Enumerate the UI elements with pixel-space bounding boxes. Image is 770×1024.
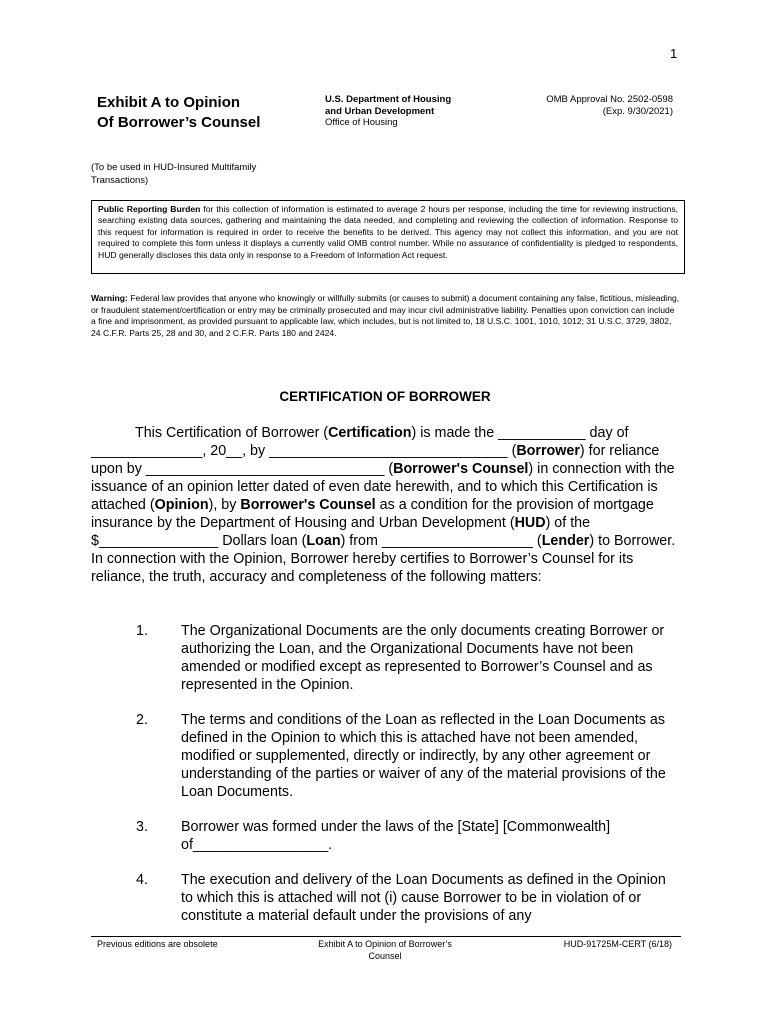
exhibit-title bbox=[97, 93, 297, 133]
footer-obsolete-note: Previous editions are obsolete bbox=[97, 939, 218, 949]
list-item-text: Borrower was formed under the laws of the [State] [Commonwealth] of_________________. bbox=[181, 819, 611, 853]
para-text: ) is made the ___________ day of ______________, 20__, by ______________________________ ( bbox=[91, 425, 629, 459]
list-item-text: The terms and conditions of the Loan as reflected in the Loan Documents as defined in the Opinion to which this is attached have not been amended, modified or supplemented, directly or indirectly, by any other agreement or understanding of the parties or waiver of any of the material provisions of the Loan Documents. bbox=[181, 712, 666, 800]
footer-form-title-line-2: Counsel bbox=[368, 950, 402, 961]
defined-term-lender: Lender bbox=[541, 533, 590, 549]
para-text: ) to Borrower. In connection with the Opinion, Borrower hereby certifies to Borrower’s Counsel for its reliance, the truth, accuracy and completeness of the following matters: bbox=[91, 533, 676, 585]
usage-note: (To be used in HUD-Insured Multifamily Transactions) bbox=[91, 162, 257, 186]
list-item-text: The execution and delivery of the Loan Documents as defined in the Opinion to which this is attached will not (i) cause Borrower to be in violation of or constitute a material default under the provisions of any bbox=[181, 872, 666, 924]
borrowers-counsel-term: Borrower's Counsel bbox=[240, 497, 376, 513]
para-text: ) for reliance upon by ______________________________ ( bbox=[91, 443, 660, 477]
defined-term-certification: Certification bbox=[328, 425, 412, 441]
para-text: ) of the $_______________ Dollars loan ( bbox=[91, 515, 591, 549]
footer-form-number: HUD-91725M-CERT (6/18) bbox=[563, 939, 672, 949]
warning-notice bbox=[91, 293, 681, 339]
omb-expiration: (Exp. 9/30/2021) bbox=[602, 105, 673, 117]
burden-text: for this collection of information is estimated to average 2 hours per response, including the time for reviewing instructions, searching existing data sources, gathering and maintaining the data needed, and completing and reviewing the collection of information. Response to this request for information is required in order to receive the benefits to be derived. This agency may not collect this information, and you are not required to complete this form unless it displays a currently valid OMB control number. While no assurance of confidentiality is pledged to respondents, HUD generally discloses this data only in response to a Freedom of Information Act request. bbox=[98, 204, 678, 260]
list-item-number: 4. bbox=[136, 872, 148, 888]
list-item-number: 3. bbox=[136, 819, 148, 835]
certification-heading: CERTIFICATION OF BORROWER bbox=[279, 389, 491, 404]
exhibit-title-line-1: Exhibit A to Opinion bbox=[97, 94, 241, 111]
exhibit-title-line-2: Of Borrower’s Counsel bbox=[97, 114, 261, 131]
para-text: This Certification of Borrower ( bbox=[135, 425, 329, 441]
para-text: as a condition for the provision of mortgage insurance by the Department of Housing and Urban Development ( bbox=[91, 497, 654, 531]
agency-name-line-2: and Urban Development bbox=[325, 105, 435, 117]
defined-term-loan: Loan bbox=[306, 533, 341, 549]
warning-text: Federal law provides that anyone who knowingly or willfully submits (or causes to submit) a document containing any false, fictitious, misleading, or fraudulent statement/certification or entry may be criminally prosecuted and may incur civil administrative liability. Penalties upon conviction can include a fine and imprisonment, as provided pursuant to applicable law, which includes, but is not limited to, 18 U.S.C. 1001, 1010, 1012; 31 U.S.C. 3729, 3802, 24 C.F.R. Parts 25, 28 and 30, and 2 C.F.R. Parts 180 and 2424. bbox=[91, 293, 680, 338]
omb-number: OMB Approval No. 2502-0598 bbox=[546, 94, 673, 105]
agency-block bbox=[325, 94, 525, 129]
omb-approval bbox=[520, 94, 673, 117]
para-text: ), by bbox=[208, 497, 241, 513]
defined-term-borrowers-counsel: Borrower's Counsel bbox=[393, 461, 529, 477]
burden-label: Public Reporting Burden bbox=[98, 204, 201, 214]
list-item-number: 1. bbox=[136, 623, 148, 639]
footer-form-title-line-1: Exhibit A to Opinion of Borrower’s bbox=[318, 939, 452, 949]
defined-term-hud: HUD bbox=[514, 515, 546, 531]
list-item-number: 2. bbox=[136, 712, 148, 728]
agency-name-line-1: U.S. Department of Housing bbox=[325, 94, 452, 105]
page-number: 1 bbox=[670, 46, 678, 61]
certification-paragraph bbox=[91, 424, 681, 586]
agency-office: Office of Housing bbox=[325, 117, 398, 128]
para-text: ) from ___________________ ( bbox=[340, 533, 542, 549]
defined-term-opinion: Opinion bbox=[154, 497, 209, 513]
footer-form-title bbox=[290, 939, 480, 962]
warning-label: Warning: bbox=[91, 293, 128, 303]
para-text: ) in connection with the issuance of an opinion letter dated of even date herewith, and to which this Certification is attached ( bbox=[91, 461, 675, 513]
list-item-text: The Organizational Documents are the only documents creating Borrower or authorizing the Loan, and the Organizational Documents have not been amended or modified except as represented to Borrower’s Counsel and as represented in the Opinion. bbox=[181, 623, 665, 693]
public-reporting-burden-box bbox=[91, 200, 685, 274]
defined-term-borrower: Borrower bbox=[516, 443, 580, 459]
footer-divider bbox=[91, 936, 681, 937]
